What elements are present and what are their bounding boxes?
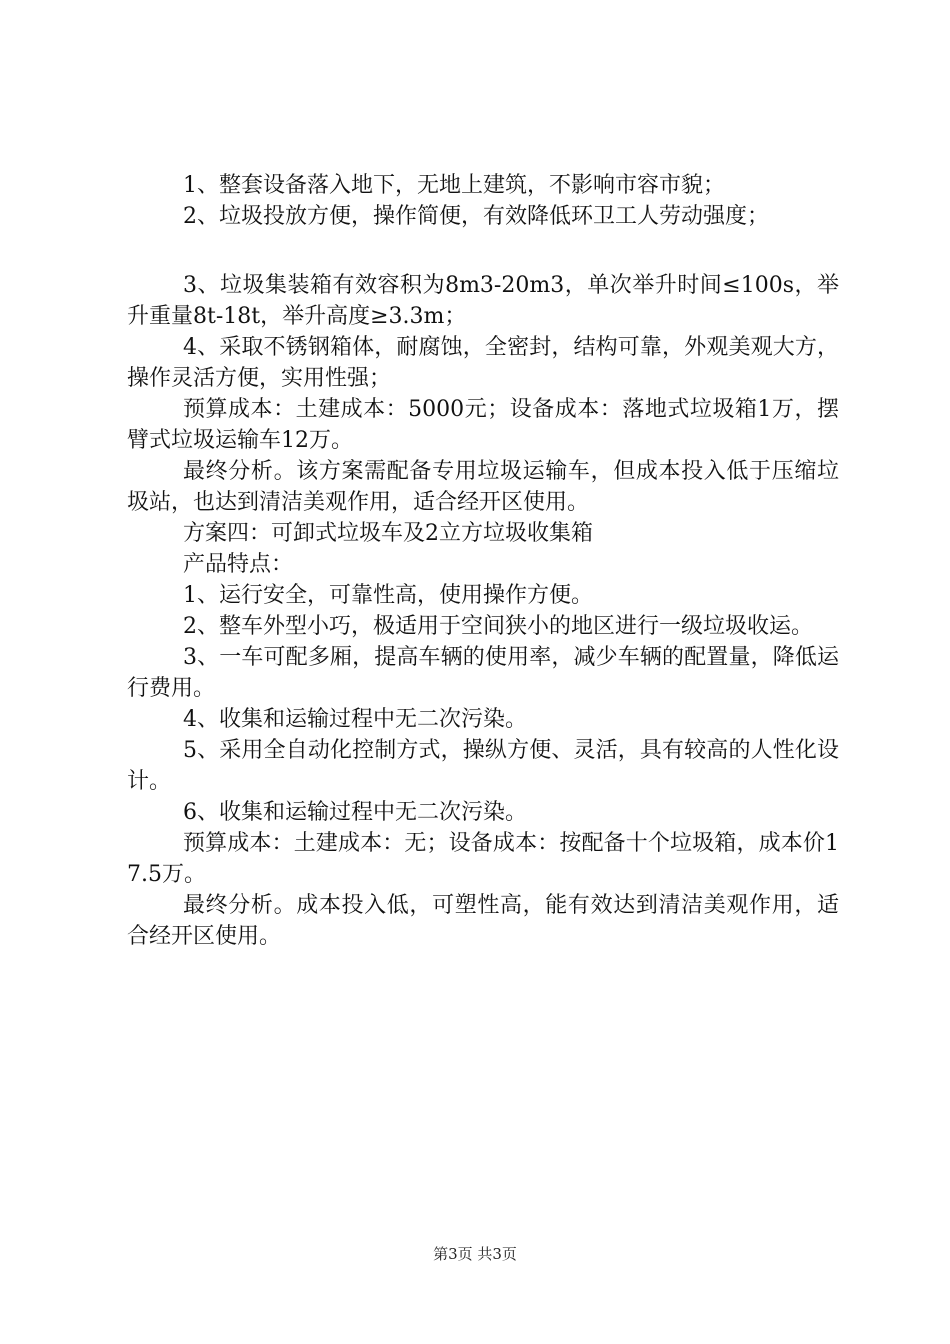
paragraph-5: 预算成本：土建成本：5000元；设备成本：落地式垃圾箱1万，摆臂式垃圾运输车12万。 [127,397,839,453]
paragraph-7: 方案四：可卸式垃圾车及2立方垃圾收集箱 [183,521,593,546]
paragraph-3: 3、垃圾集装箱有效容积为8m3-20m3，单次举升时间≤100s，举升重量8t-18t，举升高度≥3.3m； [127,273,839,329]
paragraph-10: 2、整车外型小巧，极适用于空间狭小的地区进行一级垃圾收运。 [183,614,813,639]
page-footer [0,1244,950,1264]
paragraph-16: 最终分析。成本投入低，可塑性高，能有效达到清洁美观作用，适合经开区使用。 [127,893,839,949]
document-body [127,170,839,952]
paragraph-12: 4、收集和运输过程中无二次污染。 [183,707,527,732]
page-number-label: 第3页 共3页 [433,1245,517,1263]
paragraph-8: 产品特点： [183,552,294,577]
paragraph-11: 3、一车可配多厢，提高车辆的使用率，减少车辆的配置量，降低运行费用。 [127,645,839,701]
paragraph-2: 2、垃圾投放方便，操作简便，有效降低环卫工人劳动强度； [183,204,769,229]
paragraph-13: 5、采用全自动化控制方式，操纵方便、灵活，具有较高的人性化设计。 [127,738,839,794]
paragraph-1: 1、整套设备落入地下，无地上建筑，不影响市容市貌； [183,173,725,198]
paragraph-4: 4、采取不锈钢箱体，耐腐蚀，全密封，结构可靠，外观美观大方，操作灵活方便，实用性强； [127,335,839,391]
paragraph-15: 预算成本：土建成本：无；设备成本：按配备十个垃圾箱，成本价17.5万。 [127,831,839,887]
paragraph-14: 6、收集和运输过程中无二次污染。 [183,800,527,825]
paragraph-6: 最终分析。该方案需配备专用垃圾运输车，但成本投入低于压缩垃圾站，也达到清洁美观作用，适合经开区使用。 [127,459,839,515]
paragraph-9: 1、运行安全，可靠性高，使用操作方便。 [183,583,593,608]
